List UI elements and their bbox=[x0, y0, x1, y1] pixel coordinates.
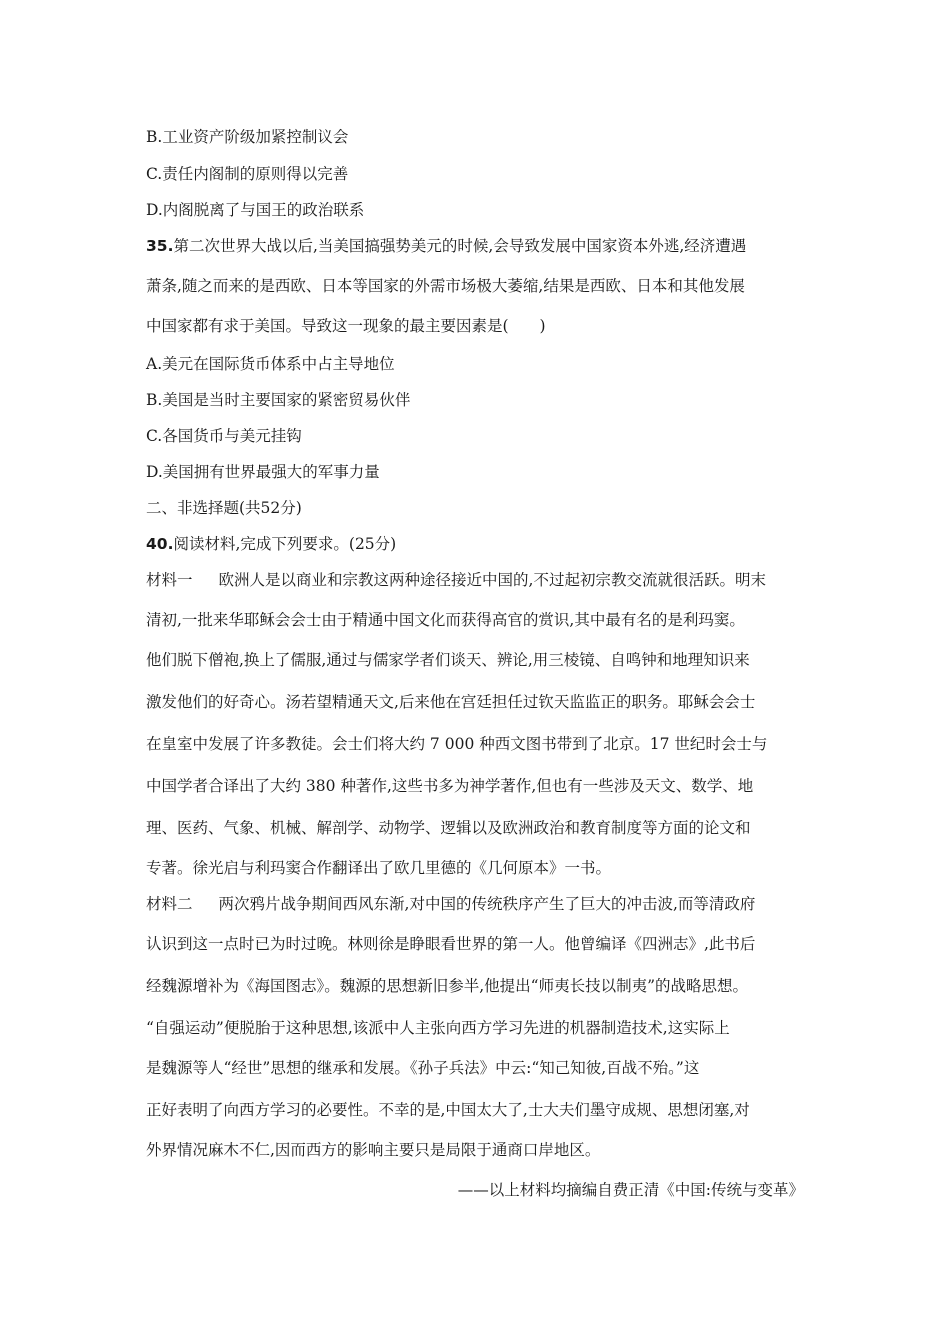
q35-option-d: D.美国拥有世界最强大的军事力量 bbox=[146, 463, 380, 481]
q40-number: 40. bbox=[146, 535, 174, 553]
q35-option-a: A.美元在国际货币体系中占主导地位 bbox=[146, 355, 395, 373]
material-2-line-2: 认识到这一点时已为时过晚。林则徐是睁眼看世界的第一人。他曾编译《四洲志》,此书后 bbox=[146, 935, 756, 953]
q35-option-b: B.美国是当时主要国家的紧密贸易伙伴 bbox=[146, 391, 411, 409]
material-1-line-2: 清初,一批来华耶稣会会士由于精通中国文化而获得高官的赏识,其中最有名的是利玛窦。 bbox=[146, 611, 745, 629]
material-1-line-6: 中国学者合译出了大约 380 种著作,这些书多为神学著作,但也有一些涉及天文、数学、地 bbox=[146, 777, 754, 795]
material-1-line-8: 专著。徐光启与利玛窦合作翻译出了欧几里德的《几何原本》一书。 bbox=[146, 859, 612, 877]
material-1-line-4: 激发他们的好奇心。汤若望精通天文,后来他在宫廷担任过钦天监监正的职务。耶稣会会士 bbox=[146, 693, 756, 711]
material-1-line-5: 在皇室中发展了许多教徒。会士们将大约 7 000 种西文图书带到了北京。17 世纪时会士与 bbox=[146, 735, 768, 753]
material-source: ——以上材料均摘编自费正清《中国:传统与变革》 bbox=[457, 1181, 804, 1199]
material-1-line-7: 理、医药、气象、机械、解剖学、动物学、逻辑以及欧洲政治和教育制度等方面的论文和 bbox=[146, 819, 751, 837]
q35-option-c: C.各国货币与美元挂钩 bbox=[146, 427, 302, 445]
q40-prompt: 40.阅读材料,完成下列要求。(25分) bbox=[146, 535, 397, 553]
material-2-label: 材料二 bbox=[146, 895, 193, 913]
material-2-line-7: 外界情况麻木不仁,因而西方的影响主要只是局限于通商口岸地区。 bbox=[146, 1141, 601, 1159]
section-2-title: 二、非选择题(共52分) bbox=[146, 499, 302, 517]
material-1-line-1: 材料一 欧洲人是以商业和宗教这两种途径接近中国的,不过起初宗教交流就很活跃。明末 bbox=[146, 571, 766, 589]
material-1-label: 材料一 bbox=[146, 571, 193, 589]
material-2-line-3: 经魏源增补为《海国图志》。魏源的思想新旧参半,他提出“师夷长技以制夷”的战略思想。 bbox=[146, 977, 749, 995]
q34-option-d: D.内阁脱离了与国王的政治联系 bbox=[146, 201, 365, 219]
material-2-line-6: 正好表明了向西方学习的必要性。不幸的是,中国太大了,士大夫们墨守成规、思想闭塞,对 bbox=[146, 1101, 750, 1119]
material-2-line-4: “自强运动”便脱胎于这种思想,该派中人主张向西方学习先进的机器制造技术,这实际上 bbox=[146, 1019, 730, 1037]
q35-stem-line-2: 萧条,随之而来的是西欧、日本等国家的外需市场极大萎缩,结果是西欧、日本和其他发展 bbox=[146, 277, 745, 295]
q35-number: 35. bbox=[146, 237, 174, 255]
material-2-line-1: 材料二 两次鸦片战争期间西风东渐,对中国的传统秩序产生了巨大的冲击波,而等清政府 bbox=[146, 895, 756, 913]
material-2-line-5: 是魏源等人“经世”思想的继承和发展。《孙子兵法》中云:“知己知彼,百战不殆。”这 bbox=[146, 1059, 700, 1077]
material-1-line-3: 他们脱下僧袍,换上了儒服,通过与儒家学者们谈天、辨论,用三棱镜、自鸣钟和地理知识来 bbox=[146, 651, 750, 669]
q34-option-c: C.责任内阁制的原则得以完善 bbox=[146, 165, 349, 183]
q35-stem-line-1: 35.第二次世界大战以后,当美国搞强势美元的时候,会导致发展中国家资本外逃,经济遭遇 bbox=[146, 237, 747, 255]
q34-option-b: B.工业资产阶级加紧控制议会 bbox=[146, 128, 349, 146]
q35-stem-line-3: 中国家都有求于美国。导致这一现象的最主要因素是( ) bbox=[146, 317, 546, 335]
